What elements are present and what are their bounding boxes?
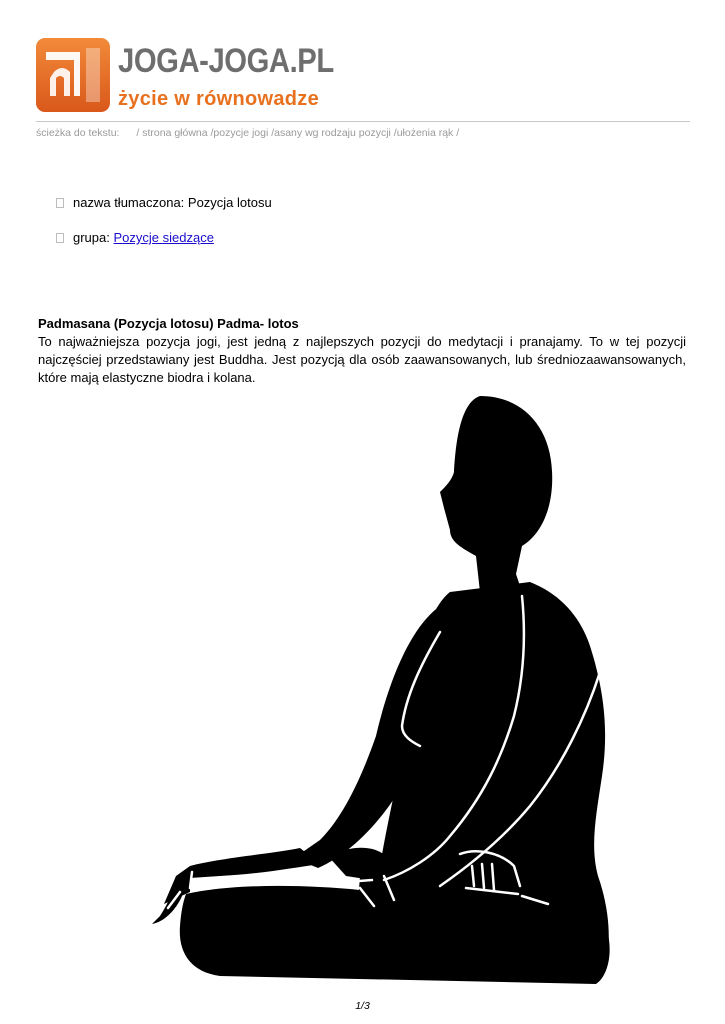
logo-icon [36,38,110,112]
translated-name: nazwa tłumaczona: Pozycja lotosu [73,195,272,210]
group-label: grupa: [73,230,114,245]
lotus-pose-silhouette-icon [150,396,620,988]
brand-tagline: życie w równowadze [118,88,320,110]
breadcrumb-path[interactable]: / strona główna /pozycje jogi /asany wg rodzaju pozycji /ułożenia rąk / [136,127,460,139]
header-divider [36,121,690,122]
bullet-icon [56,198,64,208]
list-item-translated-name [56,195,272,230]
page-number: 1/3 [355,1000,370,1012]
article-heading: Padmasana (Pozycja lotosu) Padma- lotos [38,316,299,331]
article-body: To najważniejsza pozycja jogi, jest jedną z najlepszych pozycji do medytacji i pranajamy. To w tej pozycji najczęściej przedstawiany jest Buddha. Jest pozycją dla osób zaawansowanych, lub średniozaawansowanych, które mają elastyczne biodra i kolana. [38,334,686,385]
site-logo[interactable] [36,38,336,114]
breadcrumb-label: ścieżka do tekstu: [36,127,120,139]
article [38,315,686,387]
bullet-icon [56,233,64,243]
brand-title: JOGA-JOGA.PL [118,42,334,80]
breadcrumb [36,127,459,139]
pose-meta-list [56,195,272,265]
group-link[interactable]: Pozycje siedzące [113,230,214,245]
list-item-group [56,230,272,265]
